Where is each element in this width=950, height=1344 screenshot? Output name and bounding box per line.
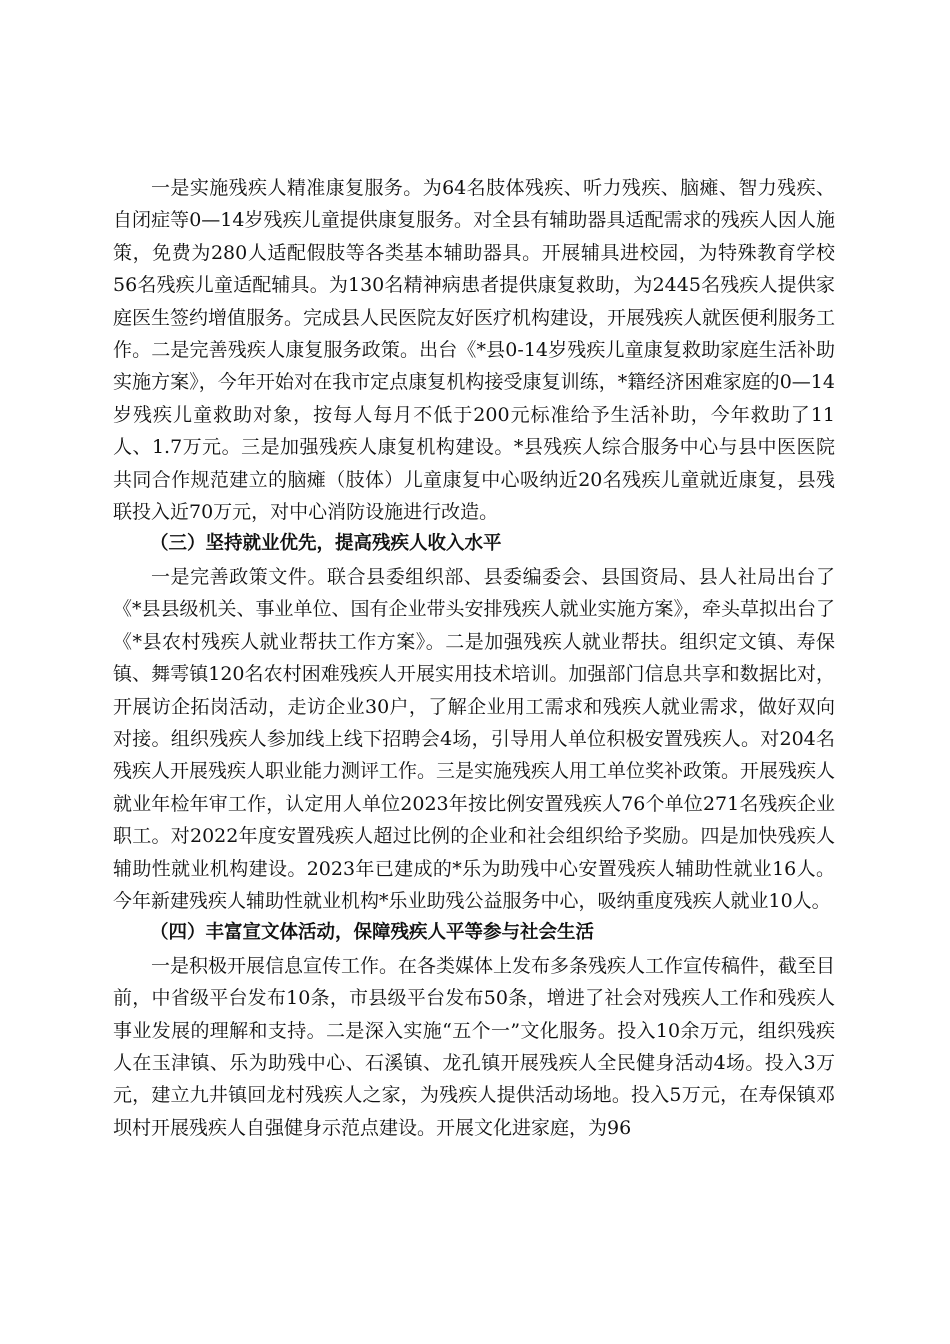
paragraph-culture-sports: 一是积极开展信息宣传工作。在各类媒体上发布多条残疾人工作宣传稿件，截至目前，中省级平台发布10条，市县级平台发布50条，增进了社会对残疾人工作和残疾人事业发展的理解和支持。二是深入实施“五个一”文化服务。投入10余万元，组织残疾人在玉津镇、乐为助残中心、石溪镇、龙孔镇开展残疾人全民健身活动4场。投入3万元，建立九井镇回龙村残疾人之家，为残疾人提供活动场地。投入5万元，在寿保镇邓坝村开展残疾人自强健身示范点建设。开展文化进家庭，为96 xyxy=(113,954,836,1139)
paragraph-employment: 一是完善政策文件。联合县委组织部、县委编委会、县国资局、县人社局出台了《*县县级机关、事业单位、国有企业带头安排残疾人就业实施方案》，牵头草拟出台了《*县农村残疾人就业帮扶工作方案》。二是加强残疾人就业帮扶。组织定文镇、寿保镇、舞雩镇120名农村困难残疾人开展实用技术培训。加强部门信息共享和数据比对，开展访企拓岗活动，走访企业30户，了解企业用工需求和残疾人就业需求，做好双向对接。组织残疾人参加线上线下招聘会4场，引导用人单位积极安置残疾人。对204名残疾人开展残疾人职业能力测评工作。三是实施残疾人用工单位奖补政策。开展残疾人就业年检年审工作，认定用人单位2023年按比例安置残疾人76个单位271名残疾企业职工。对2022年度安置残疾人超过比例的企业和社会组织给予奖励。四是加快残疾人辅助性就业机构建设。2023年已建成的*乐为助残中心安置残疾人辅助性就业16人。今年新建残疾人辅助性就业机构*乐业助残公益服务中心，吸纳重度残疾人就业10人。 xyxy=(113,565,836,912)
paragraph-rehabilitation-services: 一是实施残疾人精准康复服务。为64名肢体残疾、听力残疾、脑瘫、智力残疾、自闭症等0—14岁残疾儿童提供康复服务。对全县有辅助器具适配需求的残疾人因人施策，免费为280人适配假肢等各类基本辅助器具。开展辅具进校园，为特殊教育学校56名残疾儿童适配辅具。为130名精神病患者提供康复救助，为2445名残疾人提供家庭医生签约增值服务。完成县人民医院友好医疗机构建设，开展残疾人就医便利服务工作。二是完善残疾人康复服务政策。出台《*县0-14岁残疾儿童康复救助家庭生活补助实施方案》，今年开始对在我市定点康复机构接受康复训练，*籍经济困难家庭的0—14岁残疾儿童救助对象，按每人每月不低于200元标准给予生活补助，今年救助了11人、1.7万元。三是加强残疾人康复机构建设。*县残疾人综合服务中心与县中医医院共同合作规范建立的脑瘫（肢体）儿童康复中心吸纳近20名残疾儿童就近康复，县残联投入近70万元，对中心消防设施进行改造。 xyxy=(113,177,836,524)
section-heading-employment: （三）坚持就业优先，提高残疾人收入水平 xyxy=(150,533,502,555)
document-body xyxy=(113,172,835,1144)
section-heading-culture-sports: （四）丰富宣文体活动，保障残疾人平等参与社会生活 xyxy=(150,922,595,944)
